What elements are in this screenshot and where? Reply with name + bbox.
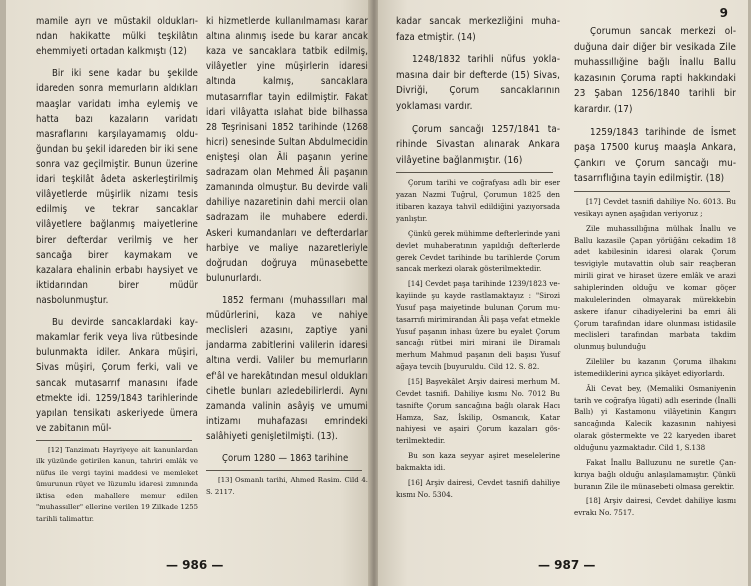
footnote: [13] Osmanlı tarihi, Ahmed Rasim. Cild 4. S. 2117. (206, 476, 368, 496)
footnote-divider (396, 172, 553, 173)
footnote-divider (206, 470, 362, 471)
page-number: — 987 — (538, 558, 596, 572)
paragraph: 1259/1843 tarihinde de İsmet paşa 17500 kuruş maaşla Ankara, Çankırı ve Çorum sancağı mutasarrıflığına tayin edilmiştir. (18) (574, 126, 736, 185)
footnote: Âli Cevat bey, (Memaliki Osmaniyenin tarih ve coğrafya lûgati) adlı eserinde (İnalli Ballı) yi Kastamonu vilâyetinin Kangırı sancağında Kalecik kazasının nahiyesi olarak göstermekte ve 22 karyeden ibaret olduğunu yazmaktadır. Cild 1, S.138 (574, 383, 736, 452)
footnote: [14] Cevdet paşa tarihinde 1239/1823 vekayiinde şu kayde rastlamaktayız : "Sirozi Yusuf paşa maiyetinde bulunan Çorum mutasarrıfı mirimirandan Âli paşa vefat etmekle Yusuf paşanın inhası üzere bu eyalet Çorum sancağı rütbei miri mirani ile Diramalı merhum Mahmud paşanın deli başısı Yusuf ağaya tevcih [buyuruldu. Cild 12. S. 82. (396, 279, 560, 372)
paragraph: 1248/1832 tarihli nüfus yoklamasına dair bir defterde (15) Sivas, Divriği, Çorum sancaklarının yoklaması vardır. (396, 54, 560, 113)
paragraph: Çorumun sancak merkezi olduğuna dair diğer bir vesikada Zile muhassıllığine bağlı İnallu Ballu kazasının Çoruma rapti hakkındaki 23 Şaban 1256/1840 tarihli bir karardır. (17) (574, 26, 736, 116)
footnote: Fakat İnallu Balluzunu ne suretle Çankırıya bağlı olduğu anlaşılamamıştır. Çünkü buranın Zile ile münasebeti olmasa gerektir. (574, 457, 736, 491)
footnote: [12] Tanzimatı Hayriyeye ait kanunlardan ilk yüzünde getirilen kanun, tahriri emlâk ve nüfus ile vergi tayini maddesi ve memleket ümurunun rüyet ve lüzumlu idaresi zımnında iktisa eden mahallere memur edilen "muhassıller" ellerine verilen 19 Zilkade 1255 tarihli talimattır. (36, 445, 198, 523)
left-page-column-2 (206, 14, 368, 501)
paragraph: Bir iki sene kadar bu şekilde idareden sonra memurların aldıkları maaşlar varidatı imha eylemiş ve hatta bazı kazaların varidatı masraflarını karşılayamamış olduğundan bu şekil idareden bir iki sene sonra vaz geçilmiştir. Bunun üzerine idari teşkilât âdeta askerleştirilmiş vilâyetlerde müşirlik nizamı tesis edilmiş ve tekrar sancaklar vilâyetlere bağlanmış maiyetlerine birer defterdar verilmiş ve her sancağa birer kaymakam ve kazalara ehalinin erbabı haysiyet ve iktidarından birer müdür nasbolunmuştur. (36, 68, 198, 306)
paragraph: Çorum sancağı 1257/1841 tarihinde Sivastan alınarak Ankara vilâyetine bağlanmıştır. (16) (396, 123, 560, 166)
paragraph: ki hizmetlerde kullanılmaması karar altına alınmış isede bu karar ancak kaza ve sancaklara tatbik edilmiş, vilâyetler yine müşirlerin idaresi altında kalmış, sancaklara mutasarrıflar tayin edilmiştir. Fakat idari vilâyatta ıslahat bide bilhassa 28 Teşrinisani 1852 tarihinde (1268 hicri) senesinde Sultan Abdulmecidin enişteşi olan Âli paşanın yerine sadrazam olan Mehmed Âli paşanın zamanında olmuştur. Bu devirde vali dahiliye nazaretinin dahi mercii olan sadrazam ile muhabere ederdi. Askeri kumandanları ve defterdarlar harbiye ve maliye nazaretleriyle doğrudan doğruya münasebette bulunurlardı. (206, 16, 368, 284)
footnote-divider (574, 191, 730, 192)
footnote-divider (36, 440, 192, 441)
paragraph: 1852 fermanı (muhassılları mal müdürlerini, kaza ve nahiye meclisleri azasını, zaptiye yani jandarma zabitlerini valilerin idaresi altına verdi. Valiler bu memurların ef'âl ve harekâtından mesul oldukları cihetle bunları azledebilirlerdi. Aynı zamanda valinin asâyiş ve umumi intizamı muhafazası emrindeki salâhiyeti genişletilmişti. (13). (206, 294, 368, 442)
paragraph: kadar sancak merkezliğini muhafaza etmiştir. (14) (396, 16, 560, 43)
left-page (6, 0, 370, 586)
right-page (378, 0, 748, 586)
header-page-number: 9 (719, 6, 728, 20)
left-page-column-1 (36, 14, 198, 528)
footnote: Çünkü gerek mühimme defterlerinde yani devlet muhaberatının yapıldığı defterlerde gerek Cevdet tarihinde bu tarihlerde Çorum sancak merkezi olarak gösterilmektedir. (396, 228, 560, 274)
paragraph: mamile ayrı ve müstakil olduklarından hakikatte mülki teşkilâtın ehemmiyeti ortadan kalkmıştı (12) (36, 16, 198, 58)
footnote: Çorum tarihi ve coğrafyası adlı bir eser yazan Nazmi Tuğrul, Çorumun 1825 den itibaren kazaya tahvil edildiğini yazıyorsada yanlıştır. (396, 178, 560, 224)
paragraph: Bu devirde sancaklardaki kaymakamlar ferik veya liva rütbesinde bulunmakta idiler. Ankara müşiri, Sivas müşiri, Çorum ferki, vali ve sancak mutasarrıf manasını ifade etmekte idi. 1259/1843 tarihlerinde yapılan tensikatı askeriyede ümera ve zabitanın mül- (36, 317, 198, 434)
footnote: Zile muhassıllığına mülhak İnallu ve Ballu kazasile Çapan yörüğânı cekadim 18 adet kabilesinin idaresi olarak Çorum tesvigiyle mutavattin olub sair reaçberan mirili girat ve hiraset üzere emlâk ve arazi sahiplerinden olduğu ve komar göçer makulelerinden olmayarak mürekkebin askere ifanur cihadiyelerini ba emri âli Çorum tarafından idare olunması istidasile meclisleri tarafından marbata takdim olunmuş bulunduğu (574, 223, 736, 352)
footnote: [17] Cevdet tasnifi dahiliye No. 6013. Bu vesikayı aynen aşağıdan veriyoruz ; (574, 197, 736, 218)
footnote: Bu son kaza seyyar aşiret meselelerine bakmakta idi. (396, 451, 560, 472)
footnote: [15] Başvekâlet Arşiv dairesi merhum M. Cevdet tasnifi. Dahiliye kısmı No. 7012 Bu tasnifte Çorum sancağına bağlı olarak Hacı Hamza, Saz, İskilip, Osmancık, Katar nahiyesi ve aşairi Çorum kazaları gösterilmektedir. (396, 376, 560, 446)
paragraph: Çorum 1280 — 1863 tarihine (222, 453, 349, 465)
footnote: [18] Arşiv dairesi, Cevdet dahiliye kısmı evrakı No. 7517. (574, 496, 736, 518)
page-number: — 986 — (166, 558, 224, 572)
footnote: Zileliler bu kazanın Çoruma ilhakını istemediklerini ayrıca şikâyet ediyorlardı. (574, 357, 736, 378)
footnote: [16] Arşiv dairesi, Cevdet tasnifi dahiliye kısmı No. 5304. (396, 477, 560, 499)
right-page-column-1 (396, 14, 560, 503)
right-page-column-2 (574, 24, 736, 522)
